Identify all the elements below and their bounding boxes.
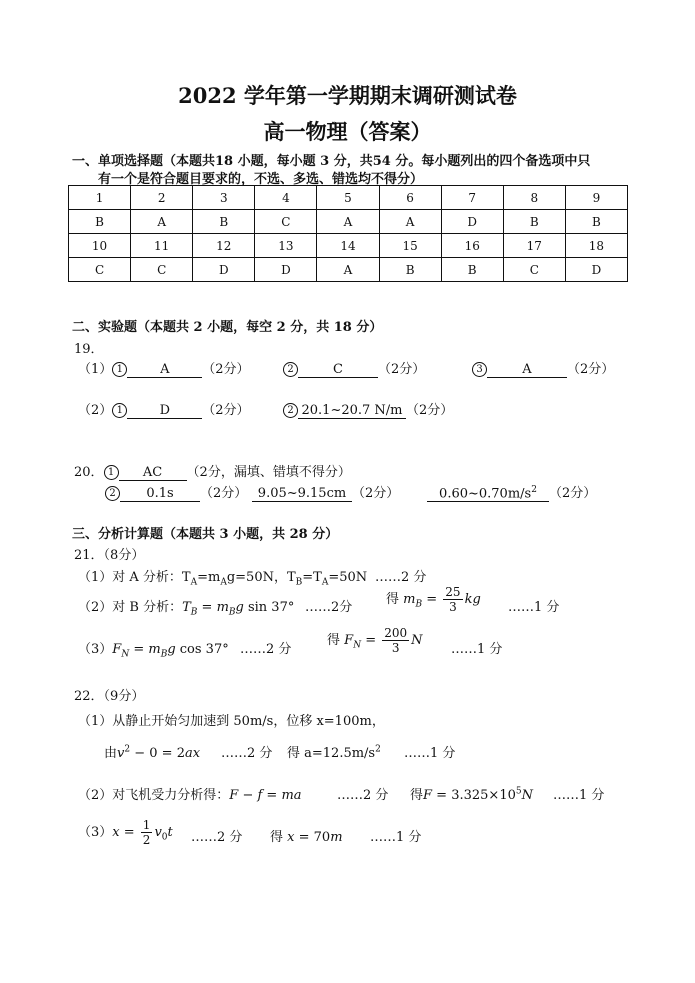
- points: （2分）: [200, 486, 248, 501]
- section1-heading-1: 一、单项选择题（本题共18 小题，每小题 3 分，共54 分。每小题列出的四个备选项中只: [72, 154, 591, 169]
- q22-part2-result: 得$F = 3.325\times 10^5N$: [410, 786, 533, 803]
- table-cell: A: [317, 210, 379, 234]
- points: （2分）: [202, 362, 250, 377]
- table-cell: 14: [317, 234, 379, 258]
- q21-part2: [78, 596, 294, 618]
- answer-blank: 0.1s: [120, 486, 200, 502]
- q19-part1-b: [283, 358, 425, 378]
- answer-blank: 9.05~9.15cm: [252, 486, 352, 502]
- text: 得: [410, 788, 424, 803]
- subscript: A: [220, 577, 227, 588]
- table-cell: B: [503, 210, 565, 234]
- points: （2分）: [202, 403, 250, 418]
- table-cell: 17: [503, 234, 565, 258]
- table-row: [69, 258, 628, 282]
- q22-part1-score: ……2 分: [221, 746, 273, 761]
- circled-number: 1: [112, 362, 127, 377]
- q22-part1-result: [287, 742, 381, 761]
- points: （2分）: [406, 403, 454, 418]
- table-cell: 12: [193, 234, 255, 258]
- points: （2分）: [378, 362, 426, 377]
- q22-part3-result: 得 x = 70m: [270, 830, 343, 845]
- numerator: 1: [142, 818, 151, 832]
- section2-heading: 二、实验题（本题共 2 小题，每空 2 分，共 18 分）: [72, 320, 383, 335]
- table-cell: 9: [565, 186, 627, 210]
- q21-part1: [78, 566, 367, 588]
- q20-line2-c: [427, 482, 596, 502]
- page-subtitle: 高一物理（答案）: [263, 119, 432, 144]
- q22-part2-score: ……2 分: [337, 788, 389, 803]
- subscript: A: [190, 577, 198, 588]
- table-cell: C: [255, 210, 317, 234]
- q20-line1: [74, 461, 351, 481]
- table-cell: B: [379, 258, 441, 282]
- circled-number: 2: [283, 362, 298, 377]
- text: 得: [386, 592, 400, 607]
- part-label: （2）: [78, 403, 113, 418]
- page-title: 2022 学年第一学期期末调研测试卷: [178, 83, 517, 108]
- table-cell: 10: [69, 234, 131, 258]
- text: =m: [197, 570, 221, 585]
- q21-part3-score2: ……1 分: [451, 642, 503, 657]
- text: 得: [327, 633, 341, 648]
- answer-blank: [427, 483, 549, 502]
- q22-part3-score: ……2 分: [191, 830, 243, 845]
- circled-number: 2: [283, 403, 298, 418]
- table-cell: 1: [69, 186, 131, 210]
- text: （2）对 B 分析：: [78, 600, 183, 615]
- q22-part1-score2: ……1 分: [404, 746, 456, 761]
- table-cell: 13: [255, 234, 317, 258]
- answer-blank: 20.1~20.7 N/m: [298, 403, 406, 419]
- fraction: [141, 818, 153, 847]
- q22-part2: [78, 784, 302, 803]
- table-cell: A: [317, 258, 379, 282]
- q22-part1-formula: 由$v^2 - 0 = 2ax$: [104, 744, 201, 761]
- table-cell: 4: [255, 186, 317, 210]
- q19-part2-b: [283, 399, 453, 419]
- denominator: 3: [449, 600, 457, 614]
- section3-heading: 三、分析计算题（本题共 3 小题，共 28 分）: [72, 527, 339, 542]
- answer-text: 0.60~0.70m/s: [439, 486, 532, 501]
- circled-number: 3: [472, 362, 487, 377]
- numerator: 200: [384, 626, 408, 640]
- points: （2分）: [352, 486, 400, 501]
- part-label: （1）: [78, 362, 113, 377]
- q19-part1: [78, 358, 250, 378]
- q22-part1: （1）从静止开始匀加速到 50m/s，位移 x=100m，: [78, 714, 385, 729]
- q21-part2-score: ……2分: [305, 600, 353, 615]
- q22-part2-score2: ……1 分: [553, 788, 605, 803]
- text: =50N: [328, 570, 368, 585]
- text: （1）对 A 分析：T: [78, 570, 191, 585]
- table-cell: D: [193, 258, 255, 282]
- table-cell: B: [565, 210, 627, 234]
- table-cell: A: [131, 210, 193, 234]
- table-cell: D: [255, 258, 317, 282]
- fraction: [382, 626, 409, 655]
- q21-part3: [78, 638, 229, 660]
- text: 得: [270, 830, 284, 845]
- q21-part2-score2: ……1 分: [508, 600, 560, 615]
- table-cell: 2: [131, 186, 193, 210]
- points: （2分，漏填、错填不得分）: [186, 465, 351, 480]
- answer-blank: C: [298, 362, 378, 378]
- formula: $F_N = m_Bg$ cos 37°: [112, 642, 229, 660]
- table-cell: D: [441, 210, 503, 234]
- table-cell: D: [565, 258, 627, 282]
- superscript: 2: [531, 484, 537, 495]
- q21-part3-score: ……2 分: [240, 642, 292, 657]
- q21-part2-result: 得 $m_B$ = $\frac{25}{3}$ kg: [386, 585, 481, 614]
- table-cell: 15: [379, 234, 441, 258]
- table-row: [69, 210, 628, 234]
- question-19-number: 19．: [74, 342, 104, 357]
- text: （3）: [78, 825, 113, 840]
- denominator: 3: [391, 641, 400, 655]
- subscript: B: [295, 577, 303, 588]
- denominator: 2: [142, 833, 151, 847]
- q21-part1-score: ……2 分: [375, 570, 427, 585]
- circled-number: 1: [104, 465, 119, 480]
- answer-table: [68, 185, 628, 282]
- table-cell: C: [503, 258, 565, 282]
- points: （2分）: [549, 486, 597, 501]
- table-cell: C: [131, 258, 193, 282]
- table-cell: B: [193, 210, 255, 234]
- answer-blank: AC: [119, 465, 187, 481]
- answer-blank: D: [127, 403, 202, 419]
- table-cell: 5: [317, 186, 379, 210]
- q20-line2: [105, 482, 247, 502]
- answer-blank: A: [487, 362, 567, 378]
- table-cell: B: [69, 210, 131, 234]
- circled-number: 2: [105, 486, 120, 501]
- table-row: [69, 186, 628, 210]
- formula: F − f = ma: [229, 788, 302, 803]
- circled-number: 1: [112, 403, 127, 418]
- table-cell: 6: [379, 186, 441, 210]
- text: =T: [302, 570, 322, 585]
- numerator: 25: [445, 585, 461, 599]
- text: g=50N，T: [226, 570, 296, 585]
- text: （3）: [78, 642, 113, 657]
- answer-blank: A: [127, 362, 202, 378]
- table-cell: 11: [131, 234, 193, 258]
- fraction: [443, 585, 462, 614]
- text: 得 a=12.5m/s: [287, 746, 376, 761]
- table-cell: A: [379, 210, 441, 234]
- table-cell: 8: [503, 186, 565, 210]
- q21-part3-result: 得 $F_N$ = $\frac{200}{3}$ N: [327, 626, 423, 655]
- q19-part2: [78, 399, 250, 419]
- superscript: 2: [375, 744, 381, 755]
- subscript: A: [321, 577, 329, 588]
- q22-part3-score2: ……1 分: [370, 830, 422, 845]
- table-cell: 16: [441, 234, 503, 258]
- section1-heading-2: 有一个是符合题目要求的，不选、多选、错选均不得分）: [98, 172, 424, 187]
- text: 由: [104, 746, 118, 761]
- table-cell: C: [69, 258, 131, 282]
- table-row: [69, 234, 628, 258]
- formula: $T_B = m_Bg$ sin 37°: [182, 600, 295, 618]
- question-21-number: 21．（8分）: [74, 548, 145, 563]
- q20-line2-b: [252, 482, 399, 502]
- q22-part3: （3）x = $\frac{1}{2}$ $v_0t$: [78, 818, 173, 847]
- text: （2）对飞机受力分析得：: [78, 788, 230, 803]
- table-cell: B: [441, 258, 503, 282]
- table-cell: 18: [565, 234, 627, 258]
- table-cell: 7: [441, 186, 503, 210]
- question-22-number: 22．（9分）: [74, 689, 145, 704]
- question-20-number: 20．: [74, 465, 104, 480]
- points: （2分）: [567, 362, 615, 377]
- table-cell: 3: [193, 186, 255, 210]
- q19-part1-c: [472, 358, 614, 378]
